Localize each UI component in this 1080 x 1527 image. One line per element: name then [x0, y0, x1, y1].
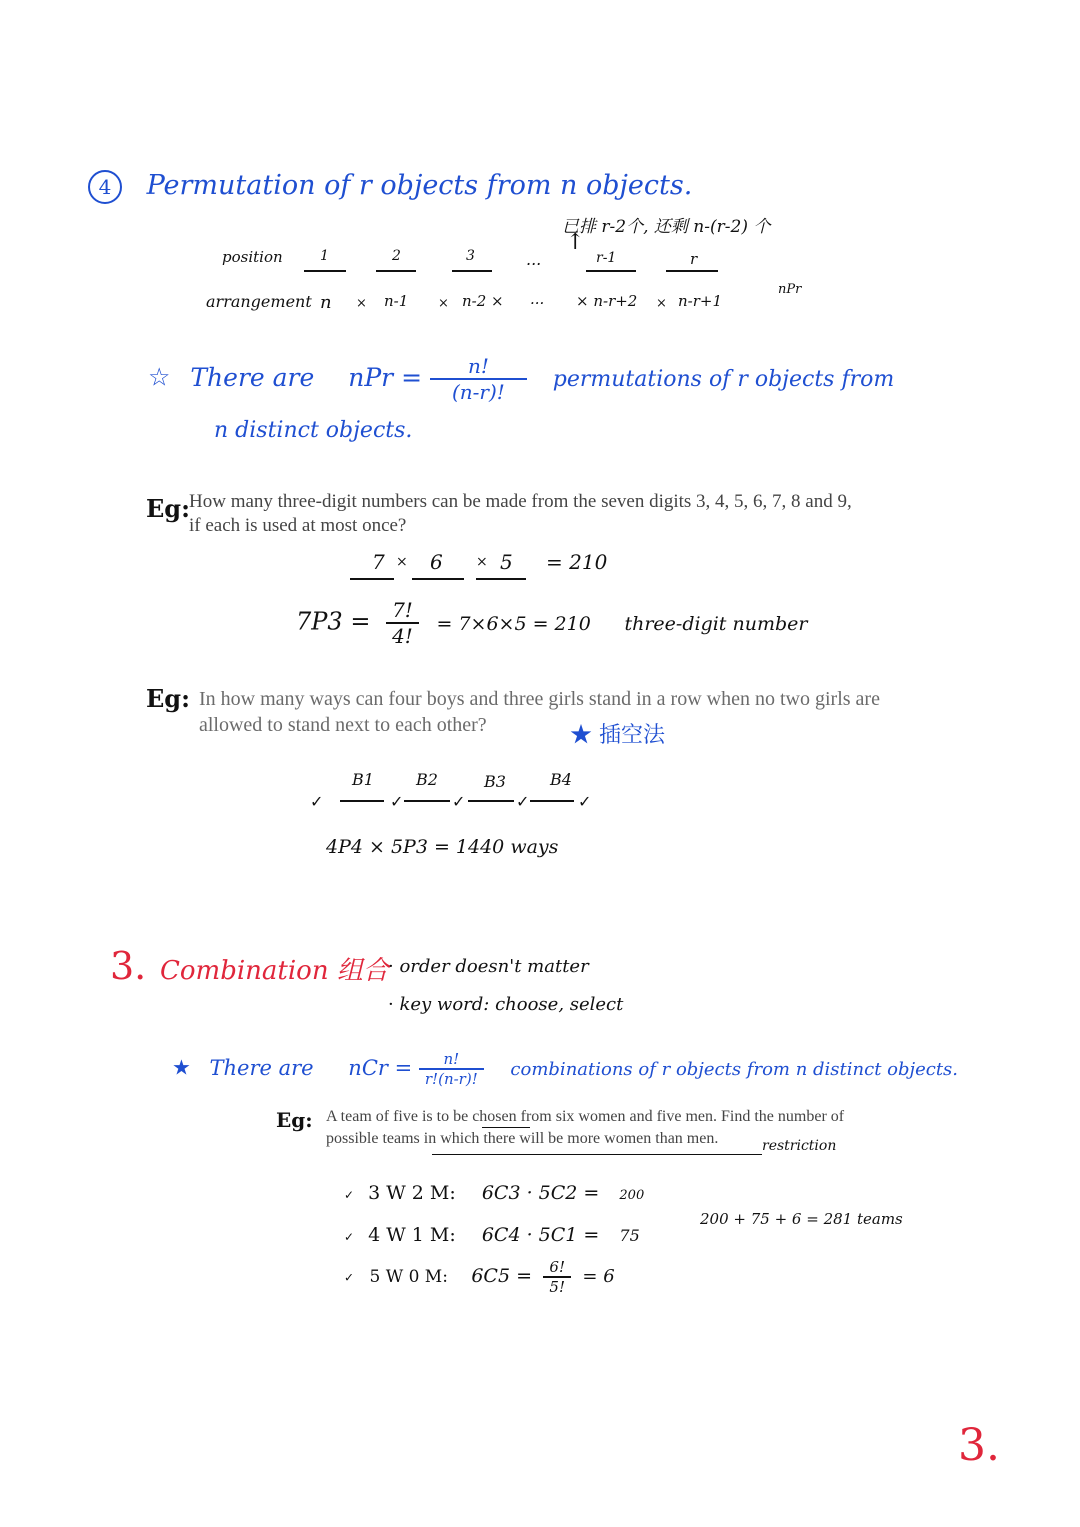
bullet-dot: ·: [388, 956, 394, 977]
ncr-fraction: [419, 1050, 484, 1088]
arrangement-label: arrangement: [206, 292, 312, 311]
boy-line-3: [468, 800, 514, 802]
example-3-label: Eg:: [276, 1108, 313, 1132]
case-expr: 6C5 =: [471, 1264, 533, 1287]
fraction-denominator: 4!: [386, 622, 419, 648]
boy-2: B2: [416, 770, 438, 789]
case-label: 5 W 0 M:: [369, 1266, 448, 1287]
example-2-label: Eg:: [146, 684, 190, 713]
case-5w0m: [344, 1258, 615, 1296]
slot-op-2: ×: [476, 554, 488, 570]
star-icon: ☆: [148, 362, 171, 392]
ncr-statement: [172, 1050, 958, 1088]
position-r-1: r-1: [596, 250, 617, 266]
arr-times-3: ×: [656, 296, 667, 311]
bullet-2: · key word: choose, select: [388, 994, 624, 1015]
example-1-formula: [296, 598, 807, 648]
restriction-underline: [432, 1154, 762, 1155]
fraction-denominator: (n-r)!: [430, 378, 527, 404]
blank-1: [304, 270, 346, 272]
formula-lhs: nPr =: [348, 362, 423, 392]
slot-op-1: ×: [396, 554, 408, 570]
example-1-question-line1: How many three-digit numbers can be made from the seven digits 3, 4, 5, 6, 7, 8 and 9,: [189, 491, 852, 512]
boy-line-2: [404, 800, 450, 802]
slot-line-1: [350, 578, 394, 580]
arr-n-r-1: n-r+1: [678, 292, 723, 310]
statement-prefix: There are: [190, 362, 315, 392]
statement-suffix: permutations of r objects from: [552, 366, 895, 392]
check-3: ✓: [452, 792, 466, 811]
check-icon: ✓: [344, 1188, 355, 1202]
fraction-denominator: r!(n-r)!: [419, 1068, 484, 1088]
position-r: r: [690, 250, 698, 268]
blank-4: [586, 270, 636, 272]
slot-5: 5: [500, 550, 513, 574]
section-3-title: Combination 组合: [160, 956, 389, 986]
boy-line-4: [530, 800, 574, 802]
case-value: = 6: [582, 1265, 615, 1287]
slot-line-2: [412, 578, 464, 580]
chosen-underline: [482, 1127, 530, 1128]
npr-statement-line2: n distinct objects.: [214, 418, 413, 443]
section-4-heading: [88, 170, 692, 204]
section-title: Permutation of r objects from n objects.: [146, 170, 693, 201]
arr-times-1: ×: [356, 296, 367, 311]
fraction-numerator: n!: [467, 354, 489, 378]
position-label: position: [222, 248, 283, 266]
slot-result: = 210: [546, 550, 608, 574]
case-expr: 6C4 · 5C1 =: [481, 1224, 600, 1246]
check-icon: ✓: [344, 1270, 355, 1285]
formula-lhs: 7P3 =: [296, 607, 371, 636]
case-4w1m: [344, 1224, 640, 1246]
case-label: 4 W 1 M:: [368, 1224, 456, 1246]
example-2-question-line2: allowed to stand next to each other?: [199, 714, 487, 736]
formula-fraction: [386, 598, 419, 648]
arr-n: n: [320, 292, 332, 313]
example-3-question-line2: possible teams in which there will be more women than men.: [326, 1130, 719, 1147]
example-3-question-line1: A team of five is to be chosen from six women and five men. Find the number of: [326, 1108, 845, 1125]
position-2: 2: [392, 248, 401, 264]
bullet-dot: ·: [388, 994, 394, 1015]
case-3w2m: [344, 1182, 644, 1204]
boy-1: B1: [352, 770, 374, 789]
method-note: ★ 插空法: [570, 723, 666, 748]
position-ellipsis: ...: [526, 250, 542, 269]
slot-6: 6: [430, 550, 443, 574]
case-value: 200: [619, 1188, 645, 1203]
formula-rhs: = 7×6×5 = 210: [436, 612, 591, 635]
statement-suffix: combinations of r objects from n distinct objects.: [510, 1058, 959, 1080]
blank-3: [452, 270, 492, 272]
arr-ellipsis: ...: [530, 290, 545, 308]
npr-fraction: [430, 354, 527, 404]
slot-line-3: [476, 578, 526, 580]
example-2-question-line1: In how many ways can four boys and three girls stand in a row when no two girls are: [199, 688, 880, 710]
arr-times-2: ×: [438, 296, 449, 311]
arrow-up: ↑: [566, 230, 585, 255]
formula-note: three-digit number: [624, 612, 808, 635]
example-1-question-line2: if each is used at most once?: [189, 515, 407, 536]
arr-n-1: n-1: [384, 292, 409, 310]
fraction-numerator: 6!: [549, 1258, 565, 1276]
position-1: 1: [320, 248, 329, 264]
case-label: 3 W 2 M:: [368, 1182, 456, 1204]
fraction-denominator: 5!: [543, 1276, 571, 1296]
npr-statement: [148, 354, 894, 404]
fraction-numerator: n!: [443, 1050, 460, 1068]
check-icon: ✓: [344, 1230, 355, 1244]
check-2: ✓: [390, 792, 404, 811]
boy-4: B4: [550, 770, 572, 789]
page-number: 3.: [958, 1420, 1000, 1471]
check-5: ✓: [578, 792, 592, 811]
boy-3: B3: [484, 772, 506, 791]
boy-line-1: [340, 800, 384, 802]
restriction-note: restriction: [762, 1138, 837, 1154]
formula-lhs: nCr =: [348, 1055, 413, 1080]
case-value: 75: [619, 1226, 640, 1245]
example-2-answer: 4P4 × 5P3 = 1440 ways: [326, 836, 559, 858]
teams-sum: 200 + 75 + 6 = 281 teams: [700, 1210, 903, 1228]
fraction-numerator: 7!: [392, 598, 413, 622]
example-1-label: Eg:: [146, 494, 190, 523]
npr-label: nPr: [778, 282, 802, 297]
slot-7: 7: [372, 550, 385, 574]
bullet-1: · order doesn't matter: [388, 956, 589, 977]
position-3: 3: [466, 248, 475, 264]
star-icon: ★: [570, 723, 593, 748]
blank-5: [666, 270, 718, 272]
check-1: ✓: [310, 792, 324, 811]
section-3-number: 3.: [110, 944, 147, 988]
arr-n-2: n-2 ×: [462, 292, 504, 310]
case-expr: 6C3 · 5C2 =: [481, 1182, 600, 1204]
blank-2: [376, 270, 416, 272]
check-4: ✓: [516, 792, 530, 811]
case-fraction: [543, 1258, 571, 1296]
handwritten-note: 已排 r-2个, 还剩 n-(r-2) 个: [562, 217, 771, 237]
star-icon: ★: [172, 1055, 191, 1080]
section-number: 4: [88, 170, 122, 204]
statement-prefix: There are: [209, 1055, 314, 1080]
arr-n-r-2: × n-r+2: [576, 292, 638, 310]
